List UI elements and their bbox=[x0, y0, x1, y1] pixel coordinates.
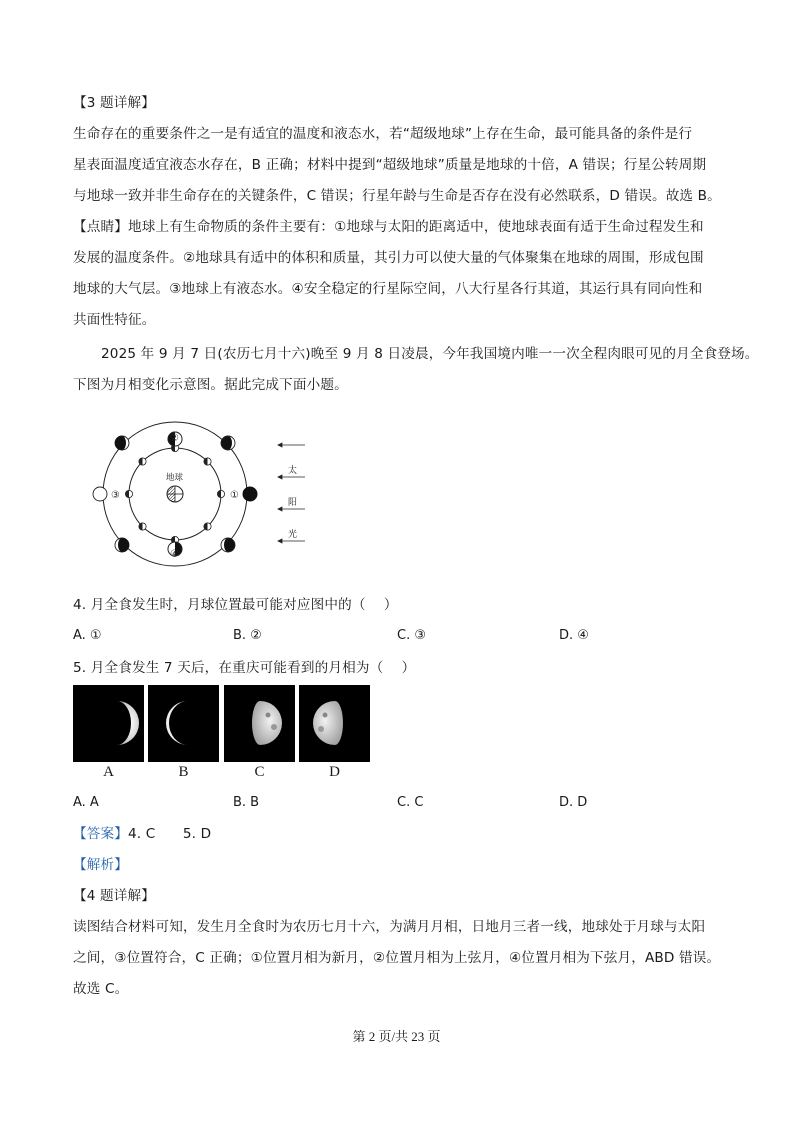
section3-line-6: 地球的大气层。③地球上有液态水。④安全稳定的行星际空间，八大行星各行其道，其运行具有同向性和 bbox=[73, 281, 703, 297]
section3-line-4: 【点睛】地球上有生命物质的条件主要有：①地球与太阳的距离适中，使地球表面有适于生命过程发生和 bbox=[73, 219, 704, 235]
position-label-1: ① bbox=[230, 490, 239, 501]
section3-line-1: 生命存在的重要条件之一是有适宜的温度和液态水，若“超级地球”上存在生命，最可能具备的条件是行 bbox=[73, 126, 693, 142]
sunlight-label-2: 阳 bbox=[288, 498, 298, 508]
position-label-3: ③ bbox=[111, 490, 120, 501]
moon-photo-b bbox=[148, 685, 219, 762]
answer-label: 【答案】 bbox=[73, 826, 128, 842]
q4-option-d: D. ④ bbox=[559, 628, 589, 643]
section3-line-2: 星表面温度适宜液态水存在，B 正确；材料中提到“超级地球”质量是地球的十倍，A 错误；行星公转周期 bbox=[73, 157, 707, 173]
position-label-4: ④ bbox=[170, 549, 179, 560]
moon-photo-label-d: D bbox=[329, 764, 340, 780]
earth-label: 地球 bbox=[166, 473, 184, 483]
position-label-2: ② bbox=[170, 433, 179, 444]
moon-phase-diagram bbox=[80, 418, 320, 578]
q4-option-b: B. ② bbox=[233, 628, 262, 643]
earth-icon bbox=[167, 486, 183, 502]
moon-photo-c bbox=[224, 685, 295, 762]
moon-photo-label-c: C bbox=[254, 764, 265, 780]
q5-option-c: C. C bbox=[397, 795, 424, 810]
sunlight-label-1: 太 bbox=[288, 466, 298, 476]
q5-option-a: A. A bbox=[73, 795, 99, 810]
q5-option-d: D. D bbox=[559, 795, 588, 810]
analysis-label: 【解析】 bbox=[73, 857, 128, 873]
section3-heading: 【3 题详解】 bbox=[73, 95, 155, 111]
section4-line-1: 读图结合材料可知，发生月全食时为农历七月十六，为满月月相，日地月三者一线，地球处于月球与太阳 bbox=[73, 919, 706, 935]
section4-line-3: 故选 C。 bbox=[73, 981, 129, 997]
section4-heading: 【4 题详解】 bbox=[73, 888, 155, 904]
section3-line-3: 与地球一致并非生命存在的关键条件，C 错误；行星年龄与生命是否存在没有必然联系，D 错误。故选 B。 bbox=[73, 188, 721, 204]
answer-line bbox=[73, 825, 211, 843]
moon-photo-label-a: A bbox=[103, 764, 114, 780]
section3-line-5: 发展的温度条件。②地球具有适中的体积和质量，其引力可以使大量的气体聚集在地球的周围，形成包围 bbox=[73, 250, 704, 266]
q5-option-b: B. B bbox=[233, 795, 260, 810]
question-5-stem: 5. 月全食发生 7 天后，在重庆可能看到的月相为（ ） bbox=[73, 660, 416, 676]
page-footer: 第 2 页/共 23 页 bbox=[352, 1029, 441, 1044]
moon-photo-d bbox=[299, 685, 370, 762]
intro-line-2: 下图为月相变化示意图。据此完成下面小题。 bbox=[73, 377, 348, 393]
intro-line-1: 2025 年 9 月 7 日(农历七月十六)晚至 9 月 8 日凌晨，今年我国境内唯一一次全程肉眼可见的月全食登场。 bbox=[101, 346, 759, 362]
moon-photo-label-b: B bbox=[178, 764, 189, 780]
section4-line-2: 之间，③位置符合，C 正确；①位置月相为新月，②位置月相为上弦月，④位置月相为下弦月，ABD 错误。 bbox=[73, 950, 721, 966]
sunlight-label-3: 光 bbox=[288, 530, 298, 540]
question-4-stem: 4. 月全食发生时，月球位置最可能对应图中的（ ） bbox=[73, 597, 398, 613]
answer-text: 4. C 5. D bbox=[127, 826, 212, 842]
sunlight-arrows bbox=[278, 443, 305, 543]
q4-option-a: A. ① bbox=[73, 628, 102, 643]
moon-photo-a bbox=[73, 685, 144, 762]
q4-option-c: C. ③ bbox=[397, 628, 426, 643]
section3-line-7: 共面性特征。 bbox=[73, 312, 156, 328]
